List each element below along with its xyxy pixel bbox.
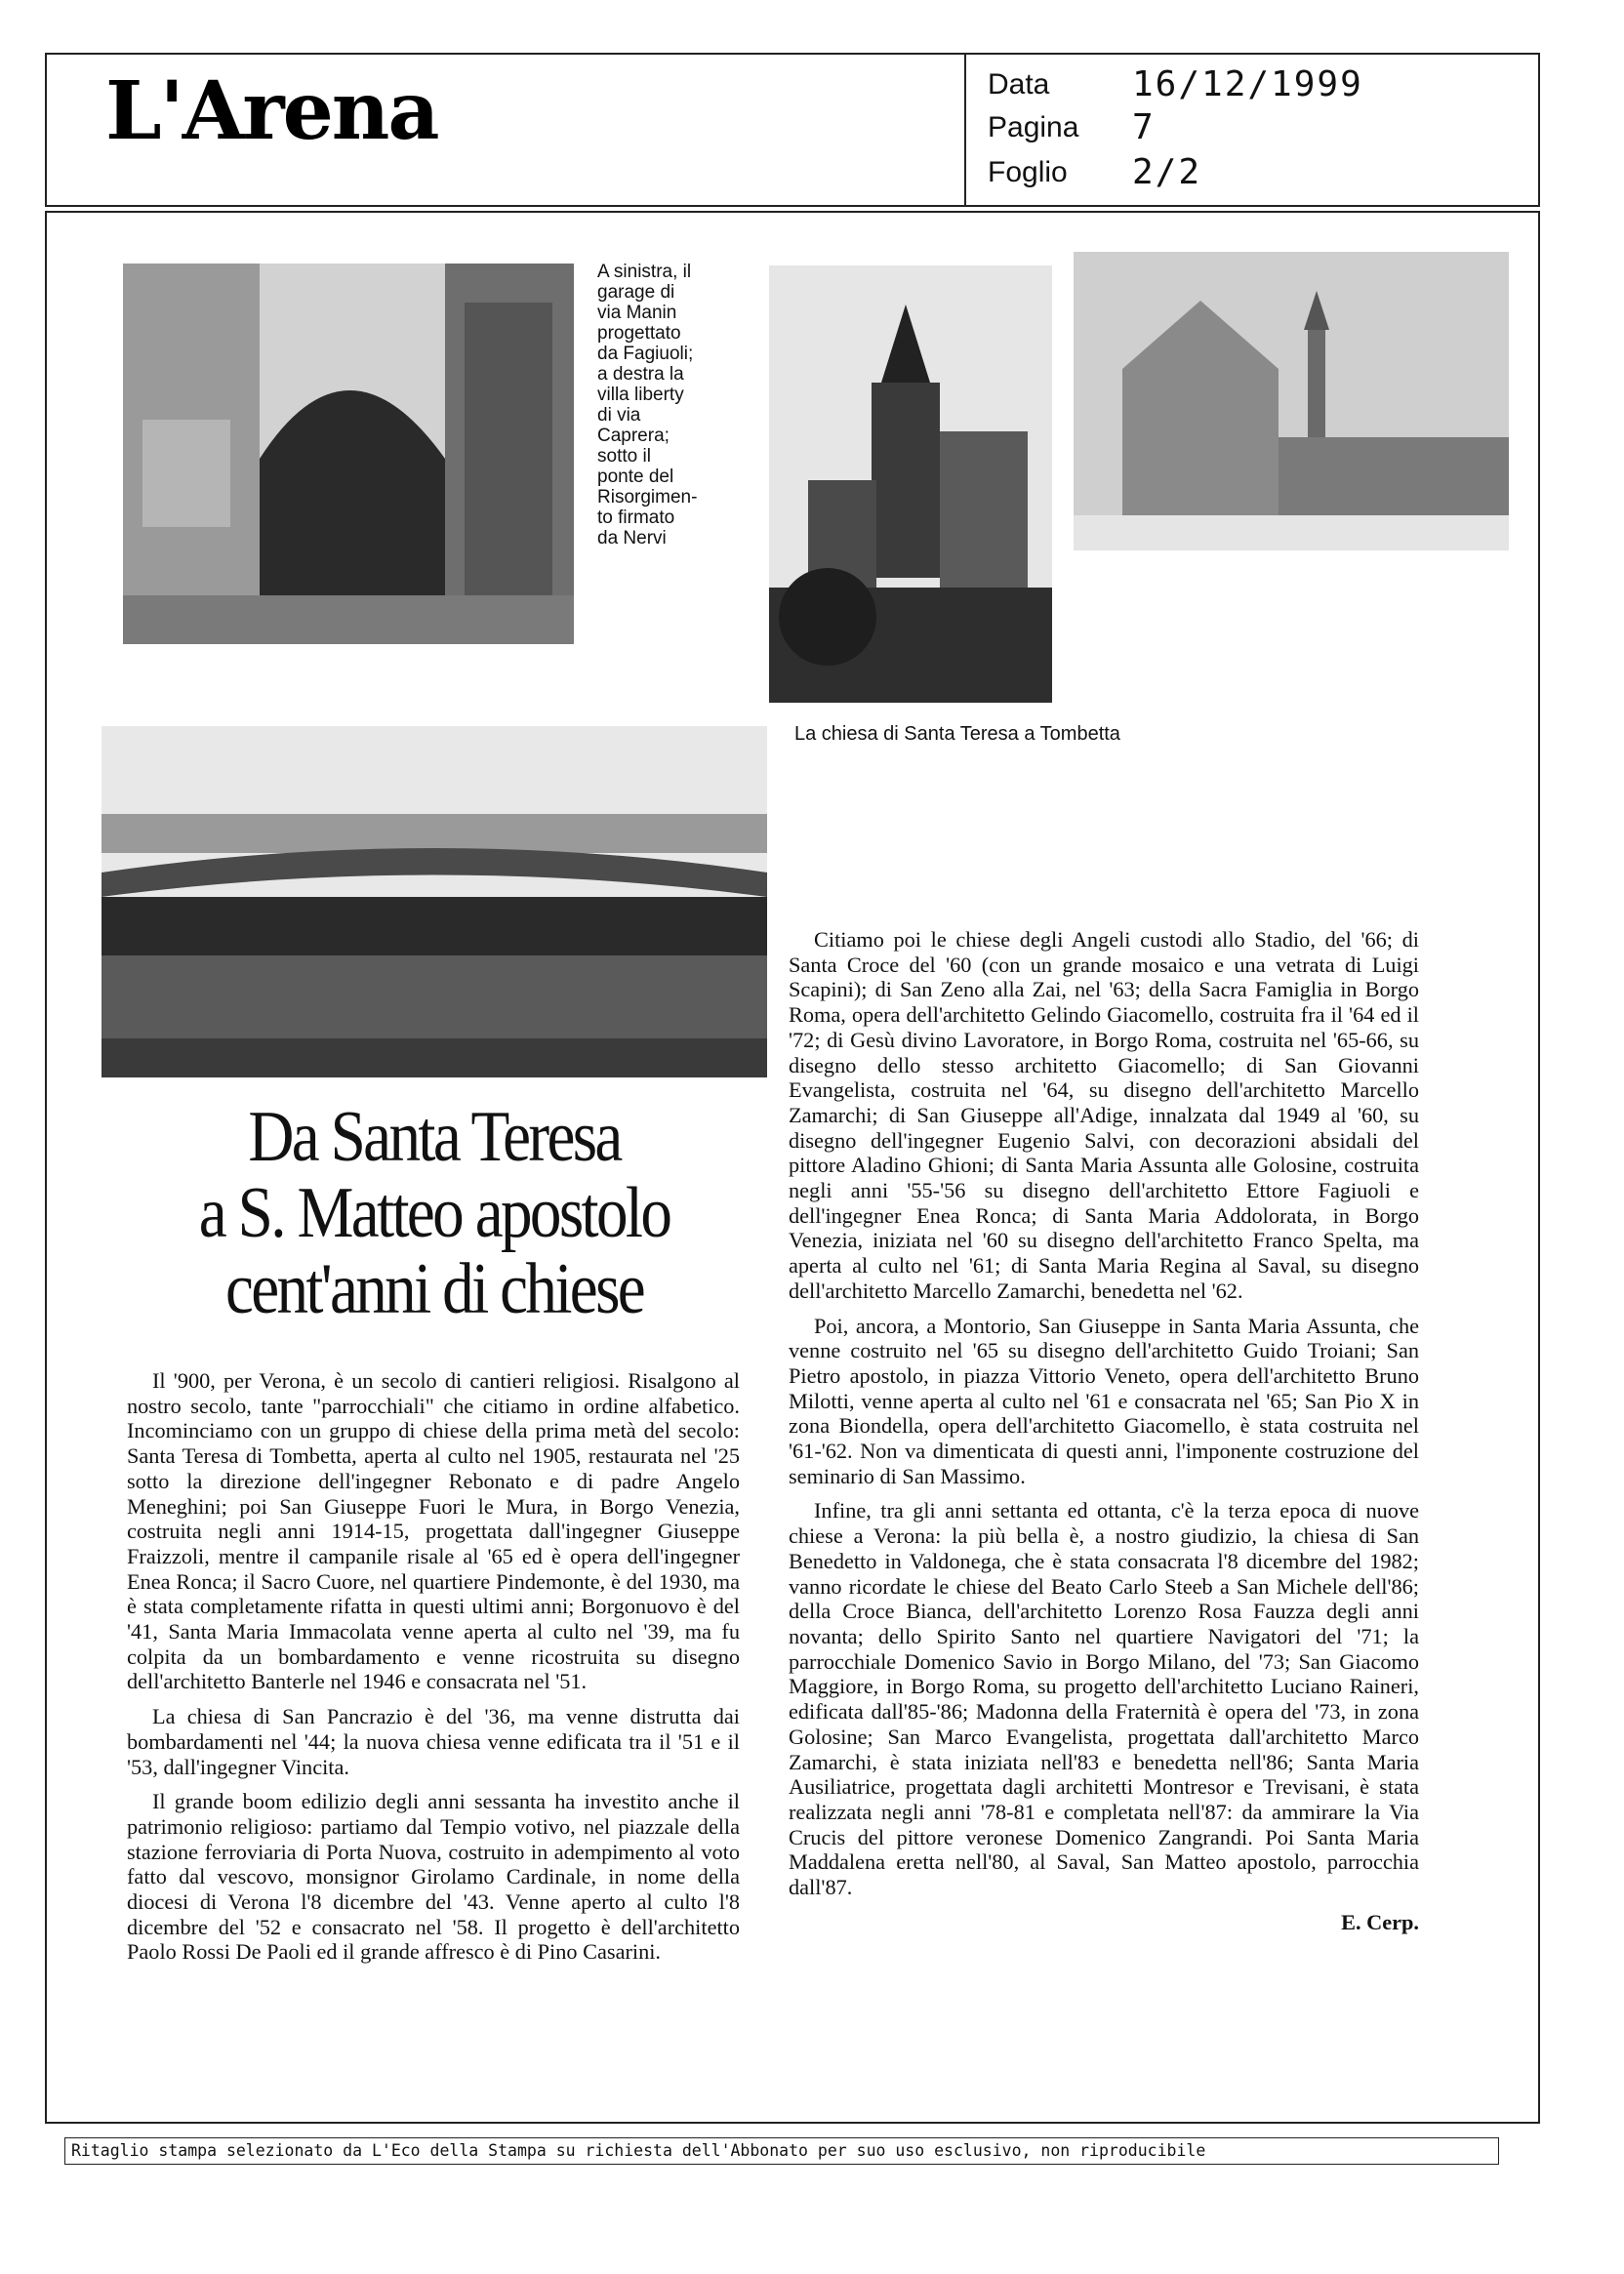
paragraph: Il grande boom edilizio degli anni sessanta ha investito anche il patrimonio religioso: partiamo dal Tempio votivo, nel piazzale della stazione ferroviaria di Porta Nuova, costruito in adempimento al voto fatto dal vescovo, monsignor Girolamo Cardinale, in nome della diocesi di Verona l'8 dicembre del '43. Venne aperto al culto l'8 dicembre del '52 e consacrato nel '58. Il progetto è dell'architetto Paolo Rossi De Paoli ed il grande affresco è di Pino Casarini.	[127, 1789, 740, 1965]
author-signature: E. Cerp.	[1341, 1909, 1419, 1934]
date-label: Data	[988, 68, 1050, 101]
sheet-label: Foglio	[988, 156, 1068, 188]
page-label: Pagina	[988, 111, 1079, 143]
caption-church: La chiesa di Santa Teresa a Tombetta	[794, 723, 1120, 745]
article-left-column	[127, 1368, 740, 1974]
paragraph: Infine, tra gli anni settanta ed ottanta, c'è la terza epoca di nuove chiese a Verona: la più bella è, a nostro giudizio, la chiesa di San Benedetto in Valdonega, che è stata consacrata l'8 dicembre del 1982; vanno ricordate le chiese del Beato Carlo Steeb a San Michele dell'86; della Croce Bianca, dell'architetto Lorenzo Rosa Fauzza degli anni novanta; dello Spirito Santo nel quartiere Navigatori del '71; la parrocchiale Domenico Savio in Borgo Milano, del '73; San Giacomo Maggiore, in Borgo Roma, su progetto dell'architetto Luciano Raineri, edificata dall'85-'86; Madonna della Fraternità è opera del '73, in zona Golosine; San Marco Evangelista, progettata dall'architetto Marco Zamarchi, è stata iniziata nell'83 e benedetta nell'86; Santa Maria Ausiliatrice, progettata dagli architetti Montresor e Trevisani, è stata realizzata negli anni '78-81 e completata nell'87: da ammirare la Via Crucis del pittore veronese Domenico Zangrandi. Poi Santa Maria Maddalena eretta nell'80, al Saval, San Matteo apostolo, parrocchia dall'87.	[789, 1498, 1419, 1900]
photo-ponte-risorgimento	[102, 726, 767, 1077]
paragraph: Poi, ancora, a Montorio, San Giuseppe in Santa Maria Assunta, che venne costruito nel '65 su disegno dell'architetto Guido Troiani; San Pietro apostolo, in piazza Vittorio Veneto, opera dell'architetto Bruno Milotti, venne aperta al culto nel '61 e consacrata nel '65; San Pio X in zona Biondella, opera dell'architetto Giacomello, è stata costruita nel '61-'62. Non va dimenticata di questi anni, l'imponente costruzione del seminario di San Massimo.	[789, 1313, 1419, 1488]
footer-disclaimer: Ritaglio stampa selezionato da L'Eco della Stampa su richiesta dell'Abbonato per suo uso esclusivo, non riproducibile	[64, 2137, 1499, 2165]
caption-left-photos: A sinistra, il garage di via Manin progettato da Fagiuoli; a destra la villa liberty di via Caprera; sotto il ponte del Risorgimen- to firmato da Nervi	[597, 262, 698, 548]
sheet-value: 2/2	[1132, 152, 1202, 192]
paragraph: Il '900, per Verona, è un secolo di cantieri religiosi. Risalgono al nostro secolo, tante "parrocchiali" che citiamo in ordine alfabetico. Incominciamo con un gruppo di chiese della prima metà del secolo: Santa Teresa di Tombetta, aperta al culto nel 1905, restaurata nel '25 sotto la direzione dell'ingegner Rebonato e di padre Angelo Meneghini; poi San Giuseppe Fuori le Mura, in Borgo Venezia, costruita negli anni 1914-15, progettata dall'ingegner Giuseppe Fraizzoli, mentre il campanile risale al '65 ed è opera dell'ingegner Enea Ronca; il Sacro Cuore, nel quartiere Pindemonte, è del 1930, ma è stata completamente rifatta in questi ultimi anni; Borgonuovo è del '41, Santa Maria Immacolata venne aperta al culto nel '39, ma fu colpita da un bombardamento e venne ricostruita su disegno dell'architetto Banterle nel 1946 e consacrata nel '51.	[127, 1368, 740, 1694]
date-value: 16/12/1999	[1132, 64, 1363, 104]
paragraph: La chiesa di San Pancrazio è del '36, ma venne distrutta dai bombardamenti nel '44; la nuova chiesa venne edificata tra il '51 e il '53, dall'ingegner Vincita.	[127, 1704, 740, 1779]
photo-garage-via-manin	[123, 264, 574, 644]
article-headline: Da Santa Teresa a S. Matteo apostolo cent'anni di chiese	[198, 1097, 670, 1329]
photo-villa-liberty	[769, 265, 1052, 703]
paragraph: Citiamo poi le chiese degli Angeli custodi allo Stadio, del '66; di Santa Croce del '60 (con un grande mosaico e una vetrata di Luigi Scapini); di San Zeno alla Zai, nel '63; della Sacra Famiglia in Borgo Roma, opera dell'architetto Gelindo Giacomello, costruita fra il '64 ed il '72; di Gesù divino Lavoratore, in Borgo Roma, costruita nel '65-66, su disegno dello stesso architetto Giacomello; di San Giovanni Evangelista, costruita nel '64, su disegno dell'architetto Marcello Zamarchi; di San Giuseppe all'Adige, innalzata dal 1949 al '60, su disegno dell'ingegner Eugenio Salvi, con decorazioni absidali del pittore Aladino Ghioni; di Santa Maria Assunta alle Golosine, costruita negli anni '55-'56 su disegno dell'architetto Ettore Fagiuoli e dell'ingegner Enea Ronca; di Santa Maria Addolorata, in Borgo Venezia, iniziata nel '60 su disegno dell'architetto Franco Spelta, ma aperta al culto nel '61; di Santa Maria Regina al Saval, su disegno dell'architetto Marcello Zamarchi, benedetta nel '62.	[789, 927, 1419, 1303]
photo-santa-teresa-church	[1074, 252, 1509, 550]
article-right-column	[789, 927, 1419, 1944]
page-value: 7	[1132, 107, 1156, 147]
masthead-logo: L'Arena	[105, 64, 438, 158]
